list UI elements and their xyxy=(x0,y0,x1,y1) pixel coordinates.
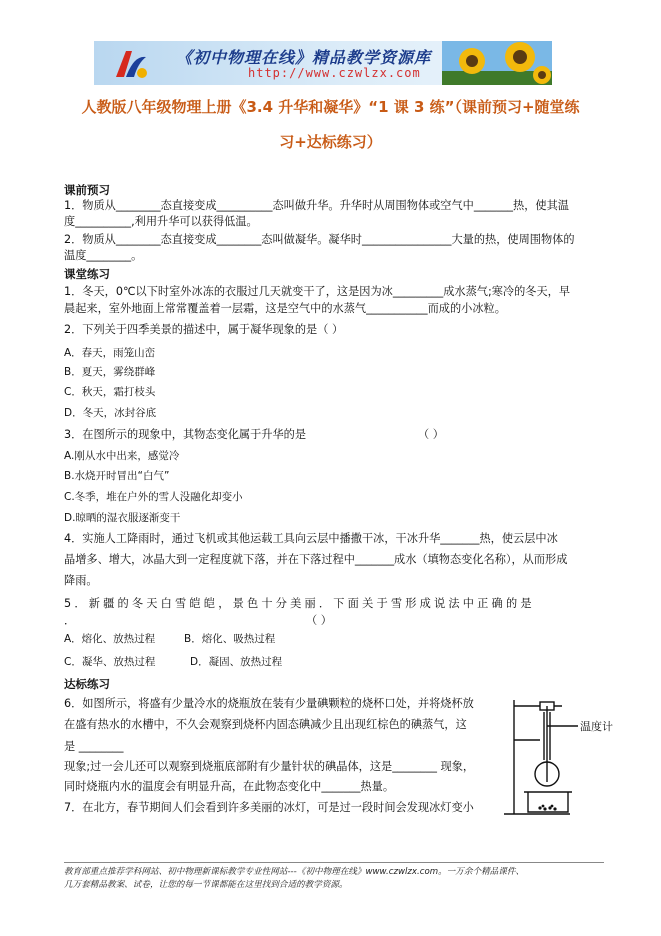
classwork-q4-line-3: 降雨。 xyxy=(64,574,98,587)
thermometer-label: 温度计 xyxy=(580,720,613,733)
section-heading-preview: 课前预习 xyxy=(64,183,110,197)
classwork-q5-answer-paren: （ ） xyxy=(306,614,332,627)
classwork-q5-option-a: A．熔化、放热过程 xyxy=(64,633,156,645)
banner-url[interactable]: http://www.czwlzx.com xyxy=(248,66,421,80)
classwork-q1-line-2: 晨起来，室外地面上常常覆盖着一层霜，这是空气中的水蒸气___________而成的小冰粒。 xyxy=(64,302,506,315)
classwork-q2-option-d: D．冬天，冰封谷底 xyxy=(64,407,157,419)
classwork-q5-stem-end: ． xyxy=(64,614,76,627)
banner-title: 《初中物理在线》精品教学资源库 xyxy=(176,48,432,67)
classwork-q3-answer-paren: （ ） xyxy=(418,428,444,441)
classwork-q4-line-1: 4．实施人工降雨时，通过飞机或其他运载工具向云层中播撒干冰，干冰升华_______热，使云层中冰 xyxy=(64,532,558,545)
practice-q6-line-5: 同时烧瓶内水的温度会有明显升高，在此物态变化中_______热量。 xyxy=(64,780,395,793)
practice-q6-line-4: 现象;过一会儿还可以观察到烧瓶底部附有少量针状的碘晶体，这是________ 现象， xyxy=(64,760,475,773)
classwork-q4-line-2: 晶增多、增大，冰晶大到一定程度就下落，并在下落过程中_______成水（填物态变化名称），从而形成 xyxy=(64,553,568,566)
classwork-q5-stem: 5．新疆的冬天白雪皑皑，景色十分美丽．下面关于雪形成说法中正确的是 xyxy=(64,597,535,610)
document-title-line-1: 人教版八年级物理上册《3.4 升华和凝华》“1 课 3 练”（课前预习+随堂练 xyxy=(81,98,580,116)
practice-q6-line-1: 6．如图所示，将盛有少量冷水的烧瓶放在装有少量碘颗粒的烧杯口处，并将烧杯放 xyxy=(64,697,474,710)
section-heading-practice: 达标练习 xyxy=(64,677,110,691)
classwork-q3-option-d: D.晾晒的湿衣服逐渐变干 xyxy=(64,512,181,524)
footer-divider xyxy=(64,862,604,863)
site-logo-icon xyxy=(112,47,152,81)
practice-q6-line-2: 在盛有热水的水槽中，不久会观察到烧杯内固态碘减少且出现红棕色的碘蒸气，这 xyxy=(64,718,467,731)
classwork-q3-option-a: A.刚从水中出来，感觉冷 xyxy=(64,450,180,462)
footer-line-1: 教育部重点推荐学科网站、初中物理新课标教学专业性网站---《初中物理在线》www.czwlzx.com。一万余个精品课件、 xyxy=(64,867,525,877)
footer-line-2: 几万套精品教案、试卷，让您的每一节课都能在这里找到合适的教学资源。 xyxy=(64,880,348,890)
header-banner xyxy=(94,41,552,85)
practice-q7-line-1: 7．在北方，春节期间人们会看到许多美丽的冰灯，可是过一段时间会发现冰灯变小 xyxy=(64,801,474,814)
preview-q2-line-1: 2．物质从________态直接变成________态叫做凝华。凝华时________________大量的热，使周围物体的 xyxy=(64,233,575,246)
classwork-q2-option-c: C．秋天，霜打枝头 xyxy=(64,386,156,398)
preview-q1-line-2: 度__________,利用升华可以获得低温。 xyxy=(64,215,258,228)
classwork-q3-option-b: B.水烧开时冒出“白气” xyxy=(64,470,170,482)
classwork-q2-stem: 2．下列关于四季美景的描述中，属于凝华现象的是（ ） xyxy=(64,323,344,336)
classwork-q3-stem: 3．在图所示的现象中，其物态变化属于升华的是 xyxy=(64,428,307,441)
section-heading-classwork: 课堂练习 xyxy=(64,267,110,281)
classwork-q5-option-b: B．熔化、吸热过程 xyxy=(184,633,276,645)
classwork-q3-option-c: C.冬季，堆在户外的雪人没融化却变小 xyxy=(64,491,243,503)
classwork-q5-option-d: D．凝固、放热过程 xyxy=(190,656,283,668)
practice-q6-line-3: 是 ________ xyxy=(64,740,124,753)
classwork-q2-option-b: B．夏天，雾绕群峰 xyxy=(64,366,156,378)
preview-q1-line-1: 1．物质从________态直接变成__________态叫做升华。升华时从周围物体或空气中_______热，使其温 xyxy=(64,199,569,212)
classwork-q2-option-a: A．春天，雨笼山峦 xyxy=(64,347,156,359)
sublimation-apparatus-diagram xyxy=(500,696,630,820)
document-title-line-2: 习+达标练习） xyxy=(279,133,382,151)
classwork-q5-option-c: C．凝华、放热过程 xyxy=(64,656,156,668)
classwork-q1-line-1: 1．冬天，0℃以下时室外冰冻的衣服过几天就变干了，这是因为冰_________成水蒸气;寒冷的冬天，早 xyxy=(64,285,571,298)
sunflower-image xyxy=(442,41,552,85)
preview-q2-line-2: 温度________。 xyxy=(64,249,143,262)
